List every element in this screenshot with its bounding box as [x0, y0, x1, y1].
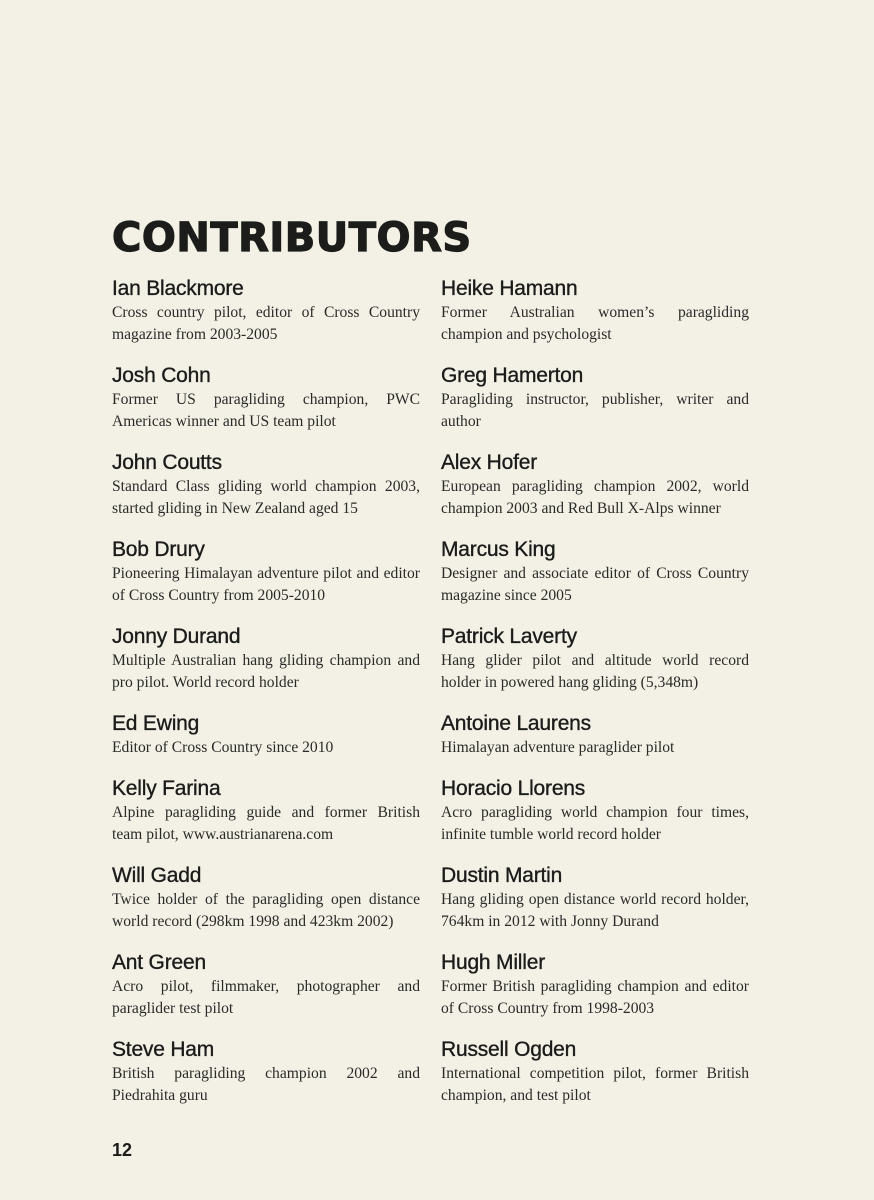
contributor-entry — [441, 362, 749, 449]
contributor-bio: Multiple Australian hang gliding champion and pro pilot. World record holder — [112, 652, 420, 691]
contributor-bio: Acro pilot, filmmaker, photographer and paraglider test pilot — [112, 978, 420, 1017]
contributor-bio: Cross country pilot, editor of Cross Country magazine from 2003-2005 — [112, 304, 420, 343]
contributor-name: Jonny Durand — [112, 625, 241, 648]
contributor-bio: Standard Class gliding world champion 2003, started gliding in New Zealand aged 15 — [112, 478, 420, 517]
contributor-entry — [112, 623, 420, 710]
contributor-bio: Hang glider pilot and altitude world record holder in powered hang gliding (5,348m) — [441, 652, 749, 691]
contributor-entry — [112, 536, 420, 623]
contributor-name: Will Gadd — [112, 864, 202, 887]
contributor-bio: Paragliding instructor, publisher, writer and author — [441, 391, 749, 430]
contributor-bio: British paragliding champion 2002 and Piedrahita guru — [112, 1065, 420, 1104]
contributor-name: Ed Ewing — [112, 712, 200, 735]
contributor-entry — [441, 775, 749, 862]
contributor-entry — [112, 449, 420, 536]
contributor-bio: Pioneering Himalayan adventure pilot and editor of Cross Country from 2005-2010 — [112, 565, 420, 604]
contributor-bio: Acro paragliding world champion four times, infinite tumble world record holder — [441, 804, 749, 843]
contributor-name: Kelly Farina — [112, 777, 221, 800]
contributor-bio: Former Australian women’s paragliding champion and psychologist — [441, 304, 749, 343]
contributor-entry — [112, 775, 420, 862]
contributor-bio: Former US paragliding champion, PWC Americas winner and US team pilot — [112, 391, 420, 430]
page-number: 12 — [112, 1140, 133, 1160]
contributor-name: Marcus King — [441, 538, 556, 561]
contributor-entry — [441, 949, 749, 1036]
contributor-name: John Coutts — [112, 451, 222, 474]
contributor-bio: International competition pilot, former British champion, and test pilot — [441, 1065, 749, 1104]
contributor-entry — [441, 449, 749, 536]
contributor-name: Ian Blackmore — [112, 277, 244, 300]
contributor-bio: Editor of Cross Country since 2010 — [112, 739, 334, 756]
contributors-column-right — [441, 275, 749, 1123]
contributor-name: Bob Drury — [112, 538, 205, 561]
contributor-entry — [112, 710, 420, 775]
contributor-entry — [112, 949, 420, 1036]
contributor-name: Heike Hamann — [441, 277, 578, 300]
contributor-name: Josh Cohn — [112, 364, 211, 387]
contributor-entry — [441, 710, 749, 775]
contributor-name: Greg Hamerton — [441, 364, 584, 387]
contributor-bio: Himalayan adventure paraglider pilot — [441, 739, 675, 756]
contributor-bio: Former British paragliding champion and editor of Cross Country from 1998-2003 — [441, 978, 749, 1017]
contributor-bio: Hang gliding open distance world record holder, 764km in 2012 with Jonny Durand — [441, 891, 749, 930]
contributor-entry — [441, 1036, 749, 1123]
contributor-name: Horacio Llorens — [441, 777, 586, 800]
contributor-entry — [441, 623, 749, 710]
contributor-bio: European paragliding champion 2002, world champion 2003 and Red Bull X-Alps winner — [441, 478, 749, 517]
contributor-name: Hugh Miller — [441, 951, 545, 974]
page-title: CONTRIBUTORS — [112, 215, 472, 261]
contributor-name: Antoine Laurens — [441, 712, 591, 735]
contributor-entry — [441, 536, 749, 623]
contributor-entry — [112, 362, 420, 449]
contributors-column-left — [112, 275, 420, 1123]
contributor-name: Patrick Laverty — [441, 625, 577, 648]
contributor-entry — [112, 862, 420, 949]
contributor-name: Alex Hofer — [441, 451, 538, 474]
contributor-name: Russell Ogden — [441, 1038, 577, 1061]
contributor-name: Dustin Martin — [441, 864, 563, 887]
contributor-entry — [112, 275, 420, 362]
contributor-bio: Twice holder of the paragliding open distance world record (298km 1998 and 423km 2002) — [112, 891, 420, 930]
contributor-entry — [112, 1036, 420, 1123]
contributor-bio: Alpine paragliding guide and former British team pilot, www.austrianarena.com — [112, 804, 420, 843]
contributor-entry — [441, 862, 749, 949]
contributor-entry — [441, 275, 749, 362]
contributor-bio: Designer and associate editor of Cross Country magazine since 2005 — [441, 565, 749, 604]
contributor-name: Ant Green — [112, 951, 206, 974]
contributor-name: Steve Ham — [112, 1038, 215, 1061]
